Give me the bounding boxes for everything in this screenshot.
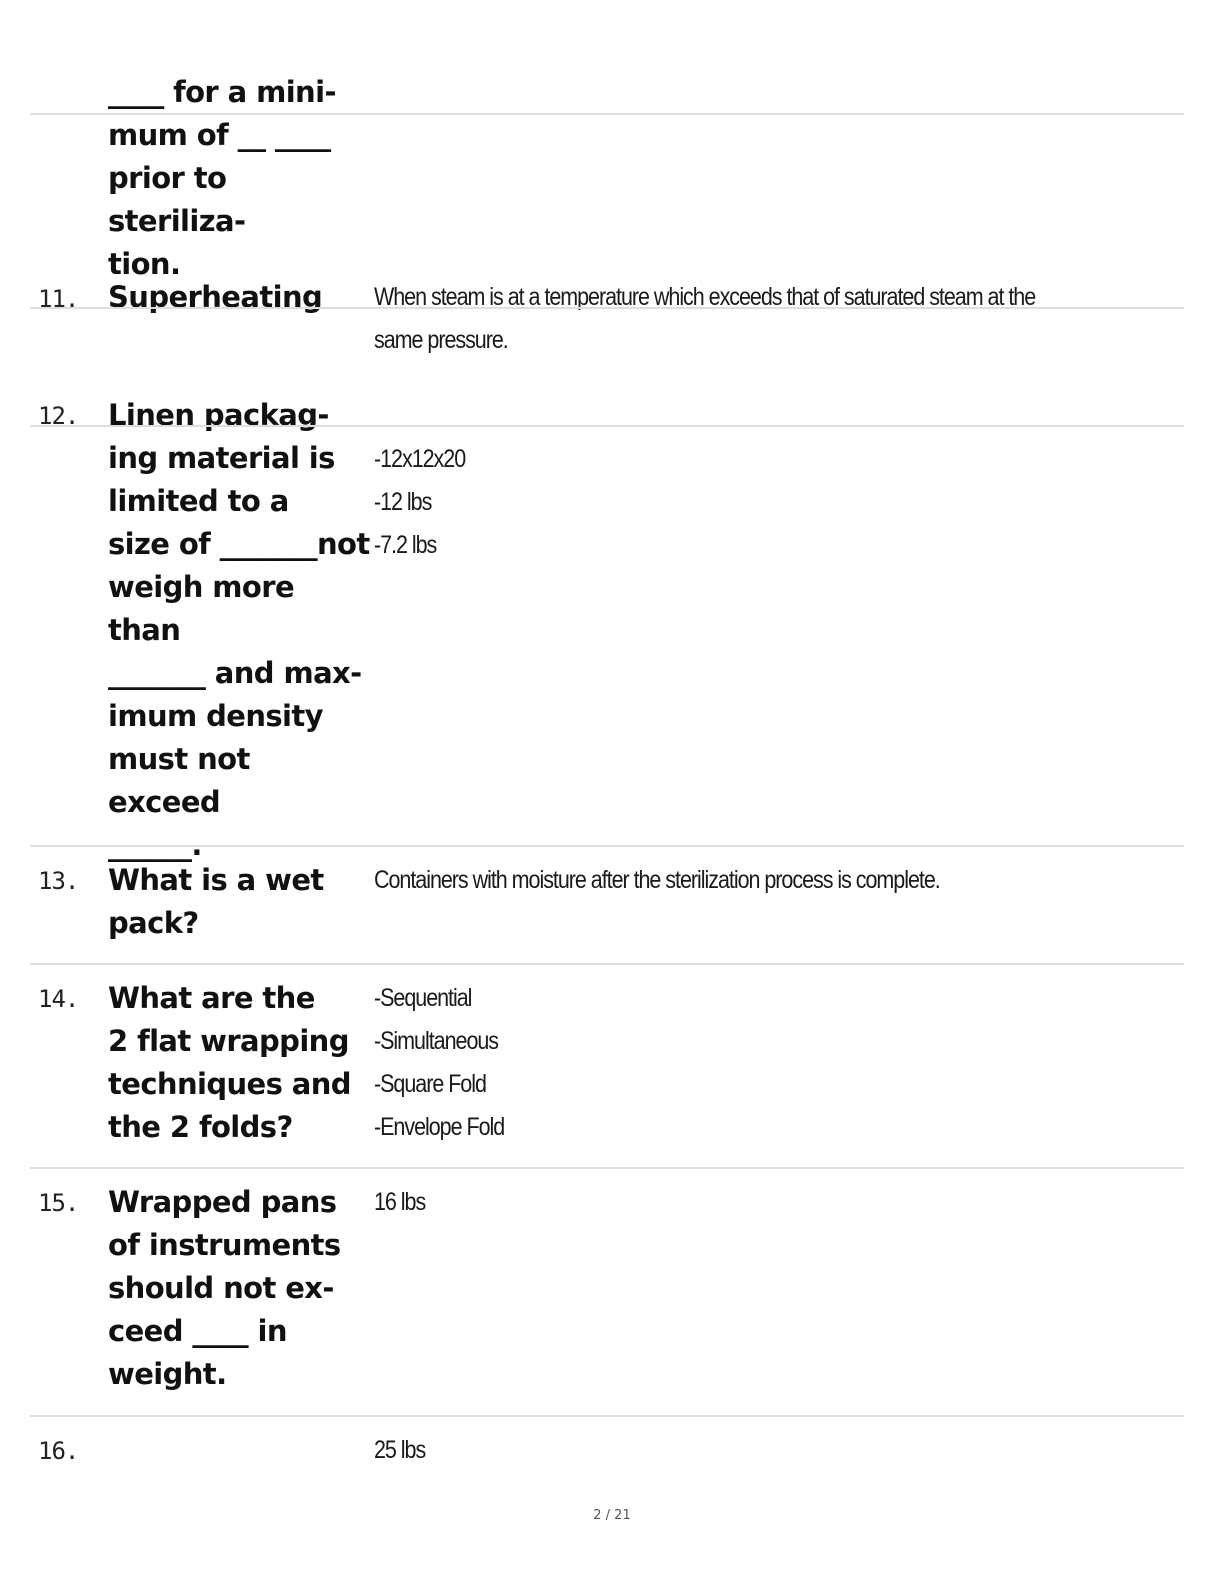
card-term: Linen packag- ing material is limited to a size of _______not weigh more than _______ and max- imum density must not exceed ______. (108, 398, 370, 862)
page-indicator: 2 / 21 (593, 1508, 631, 1523)
card-definition: 25 lbs (374, 1436, 426, 1464)
card-number: 15. (38, 1189, 79, 1217)
card-number: 13. (38, 867, 79, 895)
row-divider (30, 425, 1184, 427)
card-term: What are the 2 flat wrapping techniques and the 2 folds? (108, 981, 351, 1144)
card-definition: Containers with moisture after the sterilization process is complete. (374, 866, 940, 894)
card-definition: -Sequential -Simultaneous -Square Fold -Envelope Fold (374, 984, 505, 1141)
card-definition: When steam is at a temperature which exceeds that of saturated steam at the same pressure. (374, 283, 1036, 354)
row-divider (30, 113, 1184, 115)
card-term: Superheating (108, 280, 323, 314)
card-term: ____ for a mini- mum of __ ____ prior to steriliza- tion. (108, 75, 336, 281)
row-divider (30, 845, 1184, 847)
card-definition: 16 lbs (374, 1188, 426, 1216)
row-divider (30, 963, 1184, 965)
card-number: 16. (38, 1437, 79, 1465)
card-term: Wrapped pans of instruments should not ex- ceed ____ in weight. (108, 1185, 341, 1391)
card-number: 14. (38, 985, 79, 1013)
card-term: What is a wet pack? (108, 863, 324, 940)
card-definition: -12x12x20 -12 lbs -7.2 lbs (374, 445, 466, 559)
row-divider (30, 1167, 1184, 1169)
card-number: 12. (38, 402, 79, 430)
row-divider (30, 1415, 1184, 1417)
row-divider (30, 307, 1184, 309)
card-number: 11. (38, 285, 79, 313)
